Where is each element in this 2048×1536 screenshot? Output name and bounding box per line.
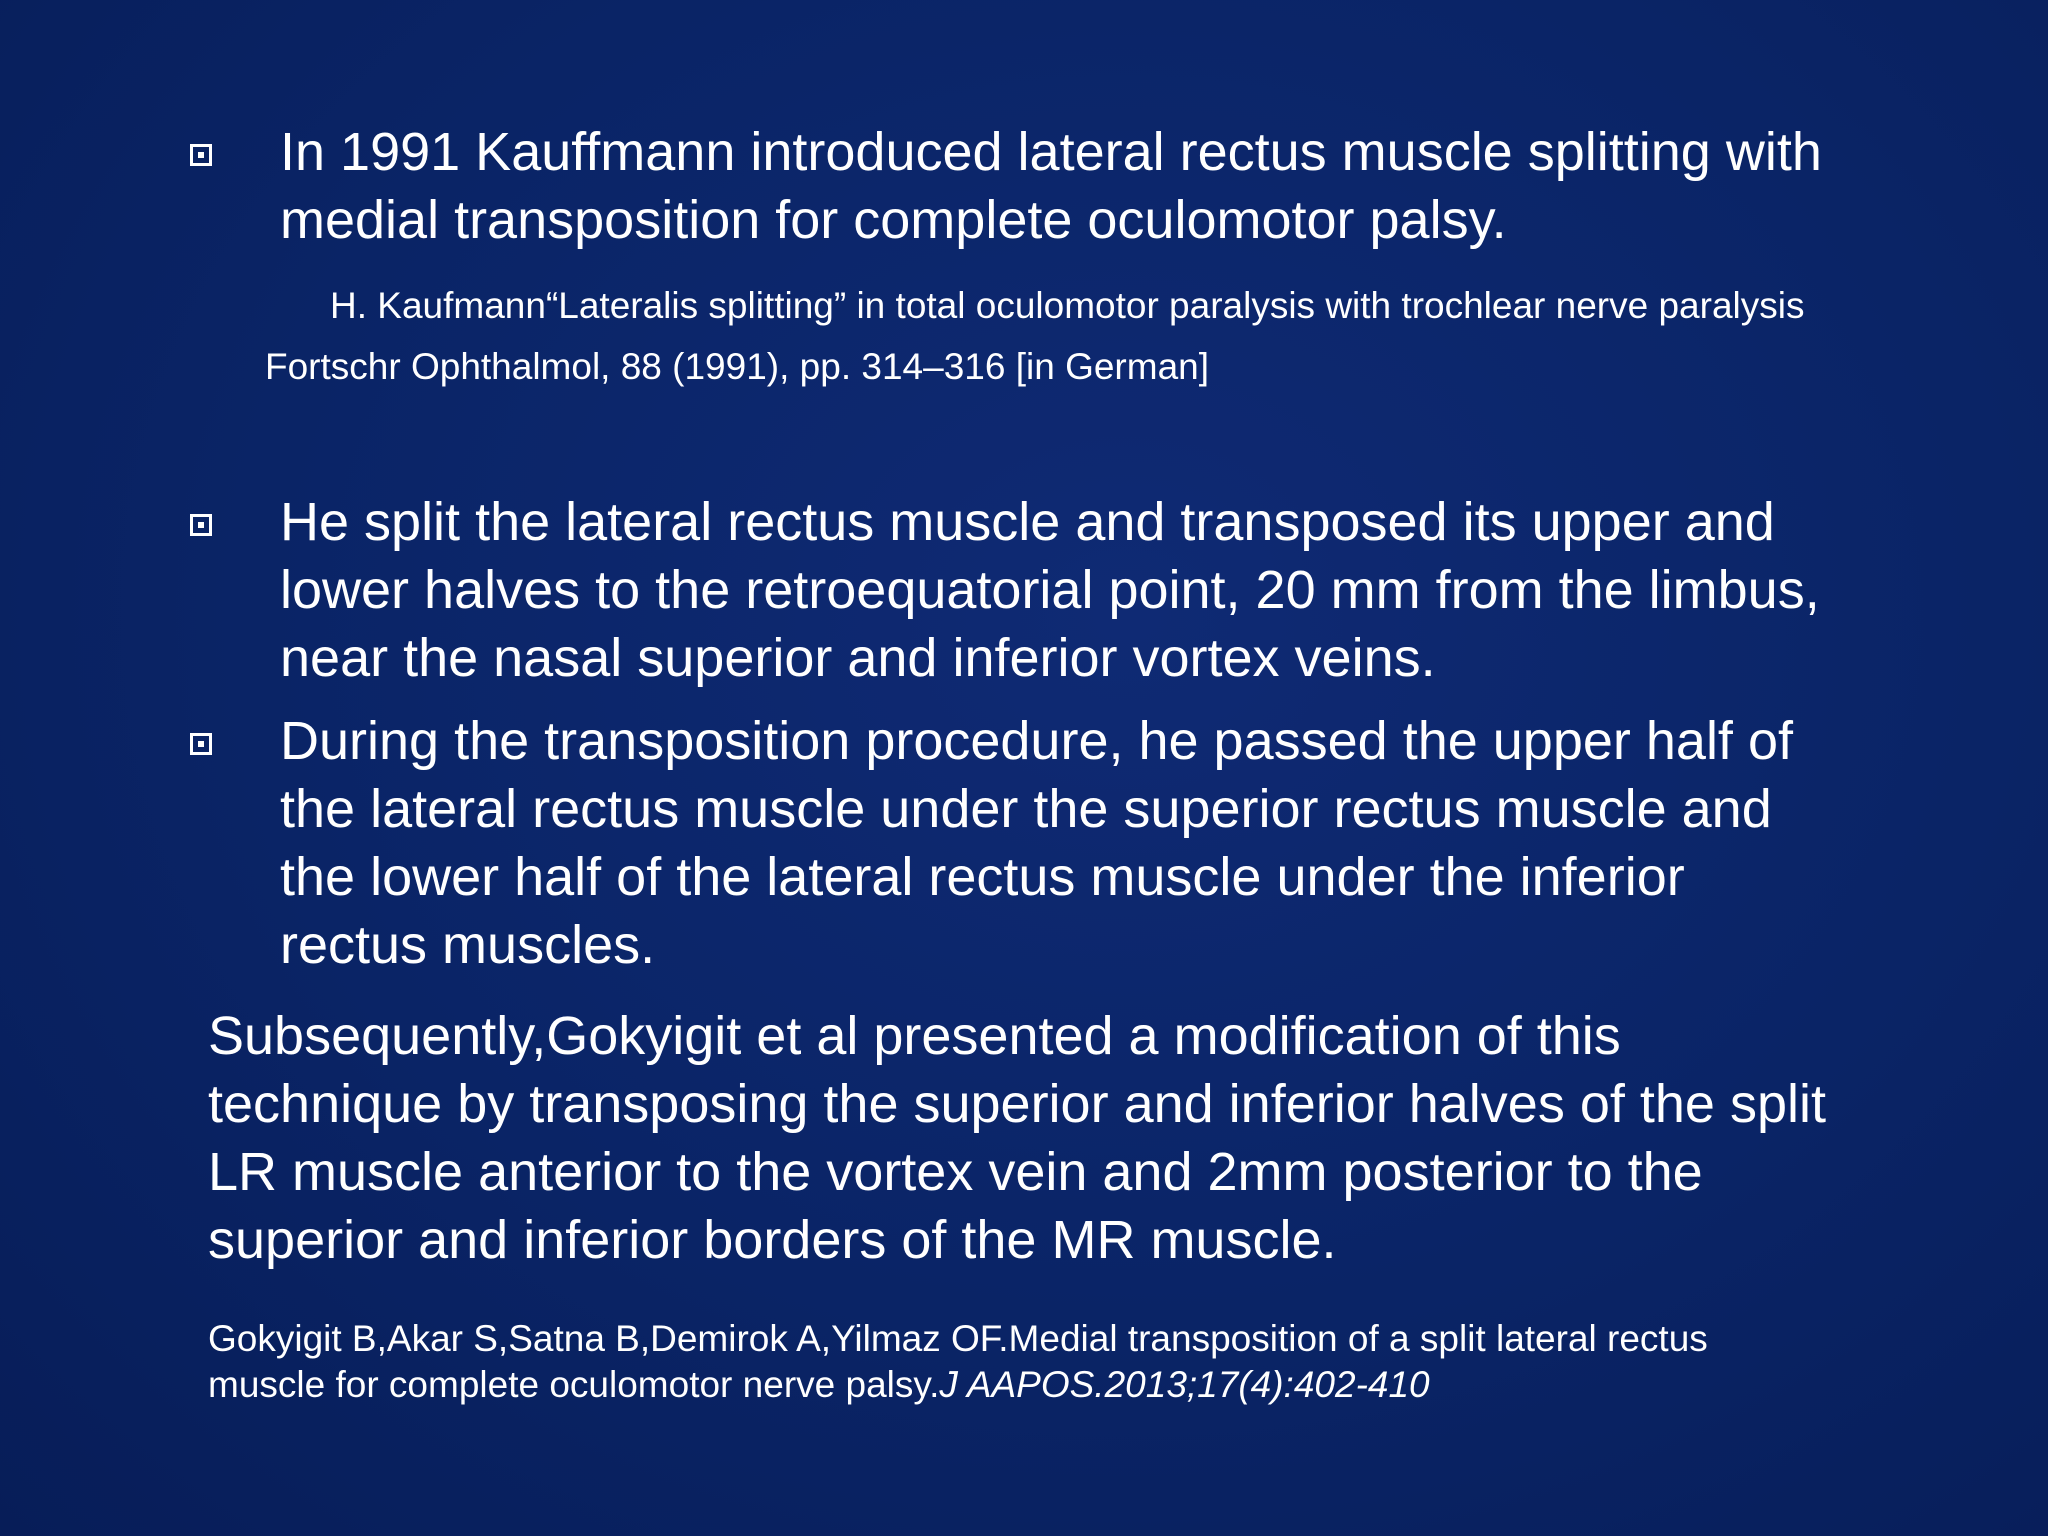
- bullet-text-3: During the transposition procedure, he passed the upper half of the lateral rectus muscle under the superior rectus muscle and the lower half of the lateral rectus muscle under the inferior rectus muscles.: [280, 711, 1793, 975]
- square-bullet-icon: [190, 144, 212, 166]
- reference-1-line-2: Fortschr Ophthalmol, 88 (1991), pp. 314–316 [in German]: [265, 346, 1210, 387]
- bullet-text-1: In 1991 Kauffmann introduced lateral rectus muscle splitting with medial transposition for complete oculomotor palsy.: [280, 122, 1822, 250]
- square-bullet-icon: [190, 733, 212, 755]
- reference-2-line-1: Gokyigit B,Akar S,Satna B,Demirok A,Yilmaz OF.Medial transposition of a split lateral rectus: [208, 1318, 1708, 1359]
- reference-1-line-1: H. Kaufmann“Lateralis splitting” in total oculomotor paralysis with trochlear nerve paralysis: [330, 285, 1805, 326]
- reference-2-line-2: [208, 1362, 1968, 1408]
- reference-2-citation: muscle for complete oculomotor nerve palsy.: [208, 1364, 940, 1405]
- body-paragraph: Subsequently,Gokyigit et al presented a modification of this technique by transposing the superior and inferior halves of the split LR muscle anterior to the vortex vein and 2mm posterior to the superior and inferior borders of the MR muscle.: [208, 1006, 1826, 1270]
- bullet-text-2: He split the lateral rectus muscle and transposed its upper and lower halves to the retroequatorial point, 20 mm from the limbus, near the nasal superior and inferior vortex veins.: [280, 492, 1820, 688]
- reference-2: [208, 1316, 1968, 1408]
- square-bullet-icon: [190, 514, 212, 536]
- reference-2-journal: J AAPOS.2013;17(4):402-410: [939, 1364, 1430, 1405]
